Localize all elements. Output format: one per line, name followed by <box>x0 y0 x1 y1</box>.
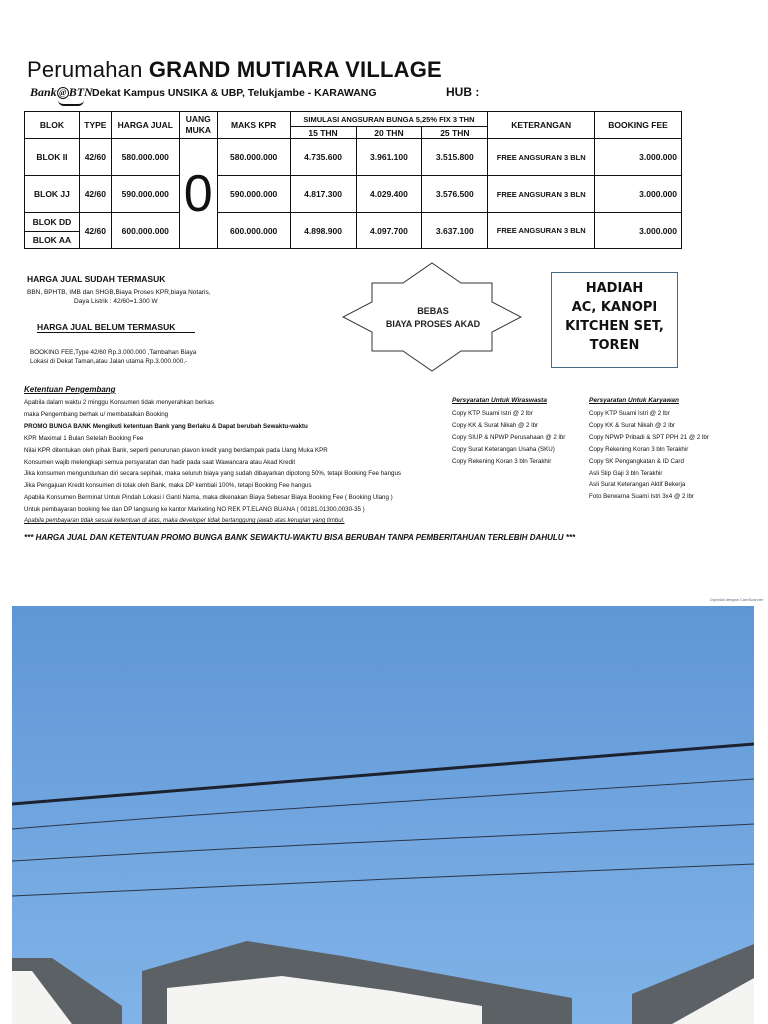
logo-swoosh-icon <box>58 100 84 106</box>
house-photo-illustration <box>12 606 754 1024</box>
cell-blok: BLOK JJ <box>25 176 80 213</box>
promo-text <box>368 305 498 331</box>
cell-blok: BLOK DD <box>25 213 80 232</box>
cell-20thn: 4.097.700 <box>356 213 422 249</box>
cell-25thn: 3.515.800 <box>422 139 488 176</box>
cell-15thn: 4.898.900 <box>290 213 356 249</box>
col-header-booking-fee: BOOKING FEE <box>595 112 682 139</box>
list-item: Konsumen wajib melengkapi semua persyaratan dan hadir pada saat Wawancara atau Akad Kredit <box>24 458 296 466</box>
list-item: KPR Maximal 1 Bulan Setelah Booking Fee <box>24 434 144 442</box>
list-item: Copy KTP Suami Istri @ 2 lbr <box>452 410 533 417</box>
karyawan-requirements-list <box>589 408 759 503</box>
list-item: maka Pengembang berhak u/ membatalkan Booking <box>24 410 169 418</box>
cell-keterangan: FREE ANGSURAN 3 BLN <box>488 213 595 249</box>
title-prefix: Perumahan <box>27 57 143 82</box>
col-header-simulasi: SIMULASI ANGSURAN BUNGA 5,25% FIX 3 THN <box>290 112 488 127</box>
list-item: Apabila pembayaran tidak sesuai ketentuan di atas, maka developer tidak bertanggung jawab atas kerugian yang timbul. <box>24 518 345 525</box>
cell-keterangan: FREE ANGSURAN 3 BLN <box>488 176 595 213</box>
bank-logo-at: @ <box>57 87 69 99</box>
developer-terms-title: Ketentuan Pengembang <box>24 385 116 394</box>
cell-harga: 590.000.000 <box>111 176 179 213</box>
list-item: Copy Surat Keterangan Usaha (SKU) <box>452 445 555 453</box>
col-header-blok: BLOK <box>25 112 80 139</box>
cell-15thn: 4.817.300 <box>290 176 356 213</box>
wiraswasta-requirements-list <box>452 408 587 468</box>
list-item: Asli Slip Gaji 3 bln Terakhir <box>589 469 663 477</box>
cell-25thn: 3.576.500 <box>422 176 488 213</box>
list-item: Copy SK Pengangkatan & ID Card <box>589 457 684 465</box>
bonus-line: KITCHEN SET, <box>565 319 664 334</box>
promo-line: BIAYA PROSES AKAD <box>385 319 481 329</box>
location-text: Dekat Kampus UNSIKA & UBP, Telukjambe - KARAWANG <box>92 87 377 99</box>
list-item: Copy Rekening Koran 3 bln Terakhir <box>589 445 689 453</box>
list-item: Copy KK & Surat Nikah @ 2 lbr <box>589 421 676 429</box>
promo-line: BEBAS <box>417 306 449 316</box>
list-item: Untuk pembayaran booking fee dan DP langsung ke kantor Marketing NO REK PT.ELANG BUANA ( 00181.01300.0030-35 ) <box>24 506 365 514</box>
cell-booking-fee: 3.000.000 <box>595 213 682 249</box>
cell-kpr: 600.000.000 <box>217 213 290 249</box>
col-header-harga: HARGA JUAL <box>111 112 179 139</box>
excluded-line: Lokasi di Dekat Taman,atau Jalan utama Rp.3.000.000,- <box>30 358 188 365</box>
table-header-row <box>25 112 682 127</box>
bank-btn-logo <box>30 85 93 100</box>
cell-type: 42/60 <box>79 139 111 176</box>
bonus-line: HADIAH <box>585 281 644 296</box>
list-item: Jika Pengajuan Kredit konsumen di tolak oleh Bank, maka DP kembali 100%, tetapi Booking Fee hangus <box>24 482 312 490</box>
included-line: Daya Listrik : 42/60=1.300 W <box>74 298 158 305</box>
project-name: GRAND MUTIARA VILLAGE <box>148 57 442 82</box>
cell-20thn: 4.029.400 <box>356 176 422 213</box>
disclaimer-note: *** HARGA JUAL DAN KETENTUAN PROMO BUNGA BANK SEWAKTU-WAKTU BISA BERUBAH TANPA PEMBERITAHUAN TERLEBIH DAHULU *** <box>24 533 576 542</box>
list-item: Foto Berwarna Suami Istri 3x4 @ 2 lbr <box>589 493 694 501</box>
table-row <box>25 176 682 213</box>
list-item: Apabila Konsumen Berminat Untuk Pindah Lokasi / Ganti Nama, maka dikenakan Biaya Sebesar Biaya Booking Fee ( Booking Ulang ) <box>24 494 393 502</box>
bank-logo-word: Bank <box>30 85 57 99</box>
col-header-20thn: 20 THN <box>356 127 422 139</box>
list-item: Copy KTP Suami Istri @ 2 lbr <box>589 410 670 417</box>
page-title <box>27 57 442 83</box>
excluded-text <box>30 348 270 366</box>
included-title: HARGA JUAL SUDAH TERMASUK <box>27 274 166 284</box>
cell-type: 42/60 <box>79 213 111 249</box>
list-item: Jika konsumen mengundurkan diri secara sepihak, maka seluruh biaya yang sudah dibayarkan dipotong 50%, tetapi Booking Fee hangus <box>24 470 401 478</box>
list-item: Apabila dalam waktu 2 minggu Konsumen tidak menyerahkan berkas <box>24 399 214 406</box>
cell-keterangan: FREE ANGSURAN 3 BLN <box>488 139 595 176</box>
excluded-line: BOOKING FEE,Type 42/60 Rp.3.000.000 ,Tambahan Biaya <box>30 349 197 356</box>
table-row <box>25 139 682 176</box>
cell-15thn: 4.735.600 <box>290 139 356 176</box>
cell-blok: BLOK II <box>25 139 80 176</box>
included-line: BBN, BPHTB, IMB dan SHGB,Biaya Proses KPR,biaya Notaris, <box>27 289 211 296</box>
cell-25thn: 3.637.100 <box>422 213 488 249</box>
list-item: Asli Surat Keterangan Aktif Bekerja <box>589 481 686 489</box>
included-text <box>27 288 277 306</box>
cell-booking-fee: 3.000.000 <box>595 139 682 176</box>
col-header-15thn: 15 THN <box>290 127 356 139</box>
bank-logo-btn: BTN <box>68 85 93 99</box>
bonus-line: TOREN <box>589 338 640 353</box>
camscanner-watermark: Dipindai dengan CamScanner <box>710 597 764 602</box>
price-table <box>24 111 682 249</box>
table-row <box>25 213 682 232</box>
developer-terms-list <box>24 397 454 528</box>
list-item: PROMO BUNGA BANK Mengikuti ketentuan Bank yang Berlaku & Dapat berubah Sewaktu-waktu <box>24 422 308 430</box>
list-item: Copy SIUP & NPWP Perusahaan @ 2 lbr <box>452 433 566 441</box>
house-photo <box>12 606 754 1024</box>
karyawan-requirements-title: Persyaratan Untuk Karyawan <box>589 397 679 404</box>
list-item: Copy NPWP Pribadi & SPT PPH 21 @ 2 lbr <box>589 433 709 441</box>
bonus-line: AC, KANOPI <box>571 300 658 315</box>
list-item: Copy Rekening Koran 3 bln Terakhir <box>452 457 552 465</box>
col-header-type: TYPE <box>79 112 111 139</box>
cell-20thn: 3.961.100 <box>356 139 422 176</box>
cell-booking-fee: 3.000.000 <box>595 176 682 213</box>
list-item: Nilai KPR ditentukan oleh pihak Bank, seperti penurunan plavon kredit yang berdampak pada Uang Muka KPR <box>24 446 328 454</box>
cell-kpr: 590.000.000 <box>217 176 290 213</box>
hub-label: HUB : <box>446 85 480 99</box>
wiraswasta-requirements-title: Persyaratan Untuk Wiraswasta <box>452 397 547 404</box>
cell-uang-muka: 0 <box>179 139 217 249</box>
excluded-title: HARGA JUAL BELUM TERMASUK <box>37 322 195 333</box>
bonus-box <box>551 272 678 368</box>
cell-blok: BLOK AA <box>25 232 80 249</box>
col-header-25thn: 25 THN <box>422 127 488 139</box>
cell-kpr: 580.000.000 <box>217 139 290 176</box>
col-header-keterangan: KETERANGAN <box>488 112 595 139</box>
col-header-uang-muka: UANG MUKA <box>179 112 217 139</box>
list-item: Copy KK & Surat Nikah @ 2 lbr <box>452 421 539 429</box>
col-header-maks-kpr: MAKS KPR <box>217 112 290 139</box>
cell-harga: 600.000.000 <box>111 213 179 249</box>
cell-harga: 580.000.000 <box>111 139 179 176</box>
cell-type: 42/60 <box>79 176 111 213</box>
